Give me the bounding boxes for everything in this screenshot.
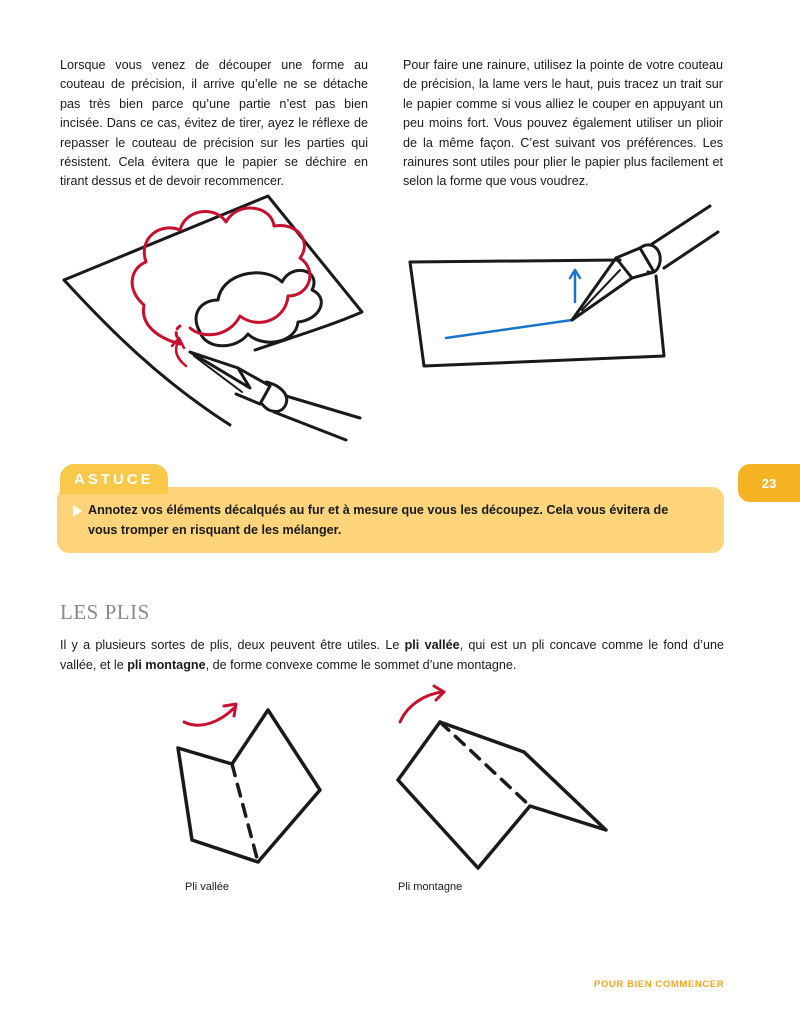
caption-mountain-fold: Pli montagne [398, 881, 463, 893]
footer-running-title: POUR BIEN COMMENCER [594, 979, 725, 990]
intro-text: , qui est un pli concave comme le fond d’une vallée, et le [60, 638, 724, 672]
paragraph-cutting-tip: Lorsque vous venez de découper une forme au couteau de précision, il arrive qu’elle ne se détache pas très bien parce qu’une partie n’est pas bien incisée. Dans ce cas, évitez de tirer, ayez le réflexe de repasser le couteau de précision sur les parties qui résistent. Cela évitera que le papier se déchire en tirant dessus et de devoir recommencer. [60, 58, 368, 189]
astuce-label: ASTUCE [74, 471, 154, 488]
intro-text: Il y a plusieurs sortes de plis, deux peuvent être utiles. Le [60, 638, 405, 652]
astuce-text: Annotez vos éléments décalqués au fur et à mesure que vous les découpez. Cela vous évitera de vous tromper en risquant de les mélanger. [88, 503, 669, 537]
term-mountain-fold: pli montagne [127, 657, 206, 672]
section-title: LES PLIS [60, 600, 150, 624]
caption-valley-fold: Pli vallée [185, 881, 230, 893]
term-valley-fold: pli vallée [404, 638, 460, 652]
page-number: 23 [738, 464, 800, 502]
intro-text: , de forme convexe comme le sommet d’une montagne. [205, 657, 517, 672]
paragraph-scoring: Pour faire une rainure, utilisez la pointe de votre couteau de précision, la lame vers le haut, puis tracez un trait sur le papier comme si vous alliez le couper en appuyant un peu moins fort. Vous pouvez également utiliser un plioir de la même façon. C’est suivant vos préférences. Les rainures sont utiles pour plier le papier plus facilement et selon la forme que vous voudrez. [403, 58, 723, 189]
